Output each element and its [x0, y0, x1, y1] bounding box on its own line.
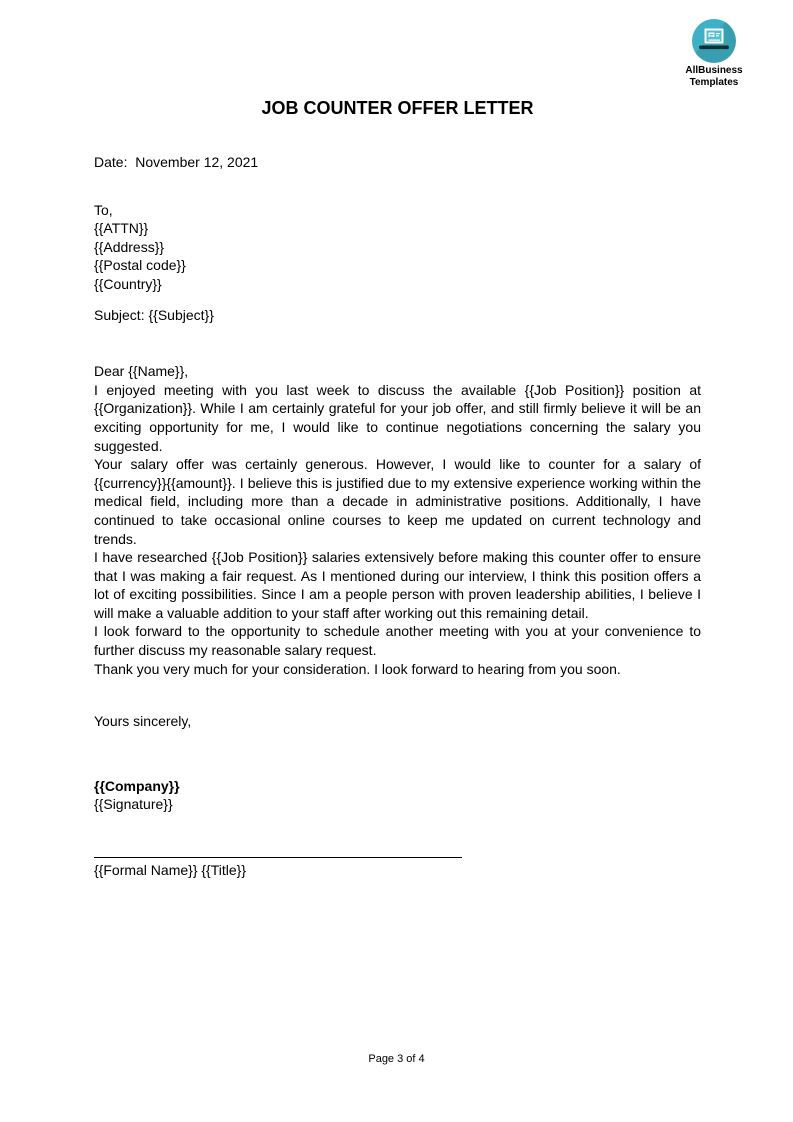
recipient-country: {{Country}}: [94, 275, 162, 292]
recipient-attn: {{ATTN}}: [94, 220, 149, 237]
greeting: Dear {{Name}},: [94, 363, 189, 380]
recipient-postal-code: {{Postal code}}: [94, 257, 186, 274]
company-placeholder: {{Company}}: [94, 777, 180, 794]
page-title: JOB COUNTER OFFER LETTER: [261, 98, 534, 118]
recipient-block: [94, 201, 701, 294]
body-paragraph: I look forward to the opportunity to schedule another meeting with you at your convenience to further discuss my reasonable salary request.: [94, 623, 701, 659]
valediction: Yours sincerely,: [94, 713, 192, 730]
date-line: Date: November 12, 2021: [94, 154, 259, 170]
body-paragraph: Thank you very much for your consideration. I look forward to hearing from you soon.: [94, 660, 621, 677]
subject-line: Subject: {{Subject}}: [94, 306, 214, 323]
signature-placeholder: {{Signature}}: [94, 796, 173, 813]
recipient-address: {{Address}}: [94, 238, 165, 255]
logo-text-line1: AllBusiness: [685, 65, 743, 76]
formal-name-title: {{Formal Name}} {{Title}}: [94, 862, 247, 879]
logo-text-line2: Templates: [689, 76, 739, 88]
letter-content: [94, 0, 701, 880]
page-footer: [0, 1052, 793, 1066]
body-paragraph: I have researched {{Job Position}} salaries extensively before making this counter offer to ensure that I was making a fair request. As I mentioned during our interview, I think this position offers a lot of exciting possibilities. Since I am a people person with proven leadership abilities, I believe I will make a valuable addition to your staff after working out this remaining detail.: [94, 549, 701, 621]
body-paragraph: I enjoyed meeting with you last week to discuss the available {{Job Position}} position at {{Organization}}. While I am certainly grateful for your job offer, and still firmly believe it will be an exciting opportunity for me, I would like to continue negotiations concerning the salary you suggested.: [94, 381, 701, 454]
recipient-to: To,: [94, 201, 113, 218]
signature-rule: [94, 857, 462, 858]
body-paragraph: Your salary offer was certainly generous. However, I would like to counter for a salary of {{currency}}{{amount}}. I believe this is justified due to my extensive experience working within the medical field, including more than a decade in administrative positions. Additionally, I have continued to take occasional online courses to keep me updated on current technology and trends.: [94, 456, 701, 547]
page-number: Page 3 of 4: [368, 1053, 425, 1065]
